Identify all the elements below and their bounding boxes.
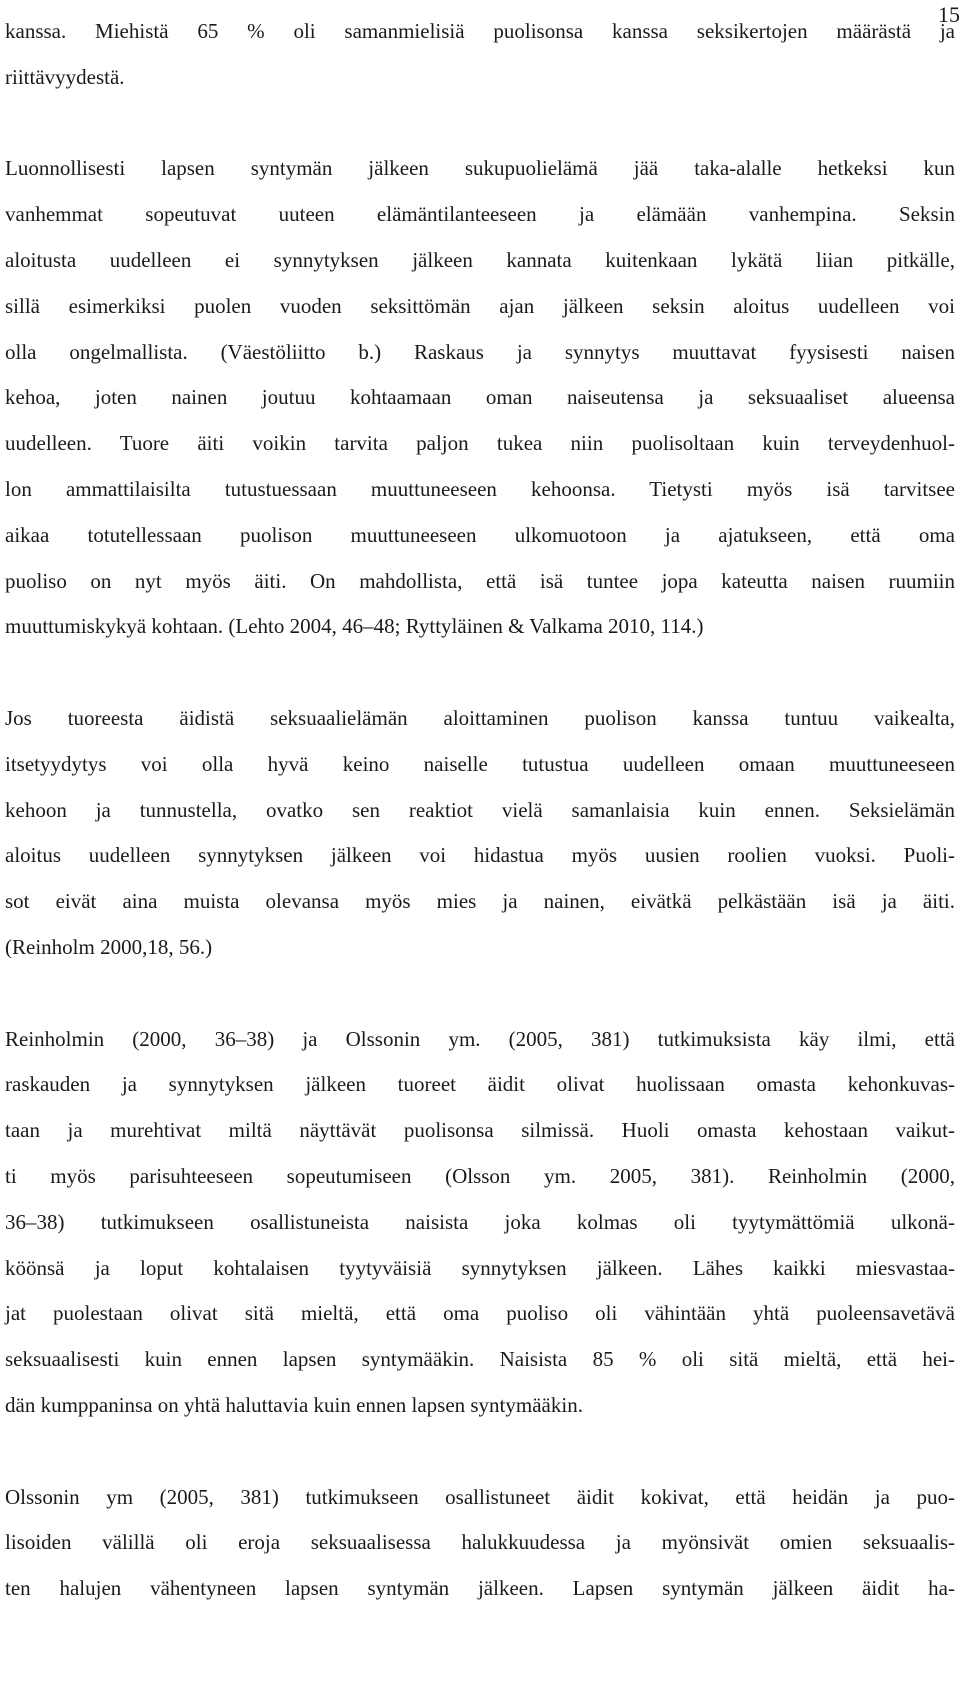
text-line: kehoa, joten nainen joutuu kohtaamaan oman naiseutensa ja seksuaaliset alueensa: [5, 385, 955, 410]
text-line: Reinholmin (2000, 36–38) ja Olssonin ym. (2005, 381) tutkimuksista käy ilmi, että: [5, 1026, 955, 1051]
paragraph-spacer: [5, 971, 955, 1017]
text-line: seksuaalisesti kuin ennen lapsen syntymääkin. Naisista 85 % oli sitä mieltä, että hei-: [5, 1347, 955, 1372]
text-line: raskauden ja synnytyksen jälkeen tuoreet äidit olivat huolissaan omasta kehonkuvas-: [5, 1072, 955, 1097]
document-body: [5, 9, 955, 1612]
text-line: ten halujen vähentyneen lapsen syntymän jälkeen. Lapsen syntymän jälkeen äidit ha-: [5, 1576, 955, 1601]
text-line: 36–38) tutkimukseen osallistuneista naisista joka kolmas oli tyytymättömiä ulkonä-: [5, 1209, 955, 1234]
text-line: aloitus uudelleen synnytyksen jälkeen voi hidastua myös uusien roolien vuoksi. Puoli-: [5, 843, 955, 868]
paragraph: [5, 9, 955, 101]
text-line: muuttumiskykyä kohtaan. (Lehto 2004, 46–48; Ryttyläinen & Valkama 2010, 114.): [5, 614, 704, 639]
text-line: vanhemmat sopeutuvat uuteen elämäntilanteeseen ja elämään vanhempina. Seksin: [5, 202, 955, 227]
text-line: Olssonin ym (2005, 381) tutkimukseen osallistuneet äidit kokivat, että heidän ja puo-: [5, 1484, 955, 1509]
text-line: aloitusta uudelleen ei synnytyksen jälkeen kannata kuitenkaan lykätä liian pitkälle,: [5, 247, 955, 272]
page-number: 15: [938, 2, 960, 27]
text-line: sillä esimerkiksi puolen vuoden seksittömän ajan jälkeen seksin aloitus uudelleen voi: [5, 293, 955, 318]
text-line: uudelleen. Tuore äiti voikin tarvita paljon tukea niin puolisoltaan kuin terveydenhuol-: [5, 431, 955, 456]
text-line: sot eivät aina muista olevansa myös mies ja nainen, eivätkä pelkästään isä ja äiti.: [5, 889, 955, 914]
paragraph: [5, 696, 955, 971]
text-line: Jos tuoreesta äidistä seksuaalielämän aloittaminen puolison kanssa tuntuu vaikealta,: [5, 705, 955, 730]
text-line: taan ja murehtivat miltä näyttävät puolisonsa silmissä. Huoli omasta kehostaan vaikut-: [5, 1118, 955, 1143]
paragraph: [5, 1017, 955, 1429]
paragraph-spacer: [5, 101, 955, 147]
text-line: aikaa totutellessaan puolison muuttuneeseen ulkomuotoon ja ajatukseen, että oma: [5, 522, 955, 547]
paragraph-spacer: [5, 650, 955, 696]
text-line: lon ammattilaisilta tutustuessaan muuttuneeseen kehoonsa. Tietysti myös isä tarvitsee: [5, 476, 955, 501]
text-line: köönsä ja loput kohtalaisen tyytyväisiä synnytyksen jälkeen. Lähes kaikki miesvastaa-: [5, 1255, 955, 1280]
text-line: kehoon ja tunnustella, ovatko sen reaktiot vielä samanlaisia kuin ennen. Seksielämän: [5, 797, 955, 822]
paragraph: [5, 146, 955, 650]
text-line: ti myös parisuhteeseen sopeutumiseen (Olsson ym. 2005, 381). Reinholmin (2000,: [5, 1163, 955, 1188]
text-line: lisoiden välillä oli eroja seksuaalisessa halukkuudessa ja myönsivät omien seksuaalis-: [5, 1530, 955, 1555]
text-line: riittävyydestä.: [5, 64, 125, 89]
text-line: dän kumppaninsa on yhtä haluttavia kuin ennen lapsen syntymääkin.: [5, 1392, 583, 1417]
text-line: puoliso on nyt myös äiti. On mahdollista, että isä tuntee jopa kateutta naisen ruumiin: [5, 568, 955, 593]
text-line: (Reinholm 2000,18, 56.): [5, 934, 213, 959]
text-line: itsetyydytys voi olla hyvä keino naiselle tutustua uudelleen omaan muuttuneeseen: [5, 751, 955, 776]
text-line: kanssa. Miehistä 65 % oli samanmielisiä puolisonsa kanssa seksikertojen määrästä ja: [5, 19, 955, 43]
text-line: jat puolestaan olivat sitä mieltä, että oma puoliso oli vähintään yhtä puoleensavetävä: [5, 1301, 955, 1326]
text-line: olla ongelmallista. (Väestöliitto b.) Raskaus ja synnytys muuttavat fyysisesti naisen: [5, 339, 955, 364]
paragraph-spacer: [5, 1429, 955, 1475]
text-line: Luonnollisesti lapsen syntymän jälkeen sukupuolielämä jää taka-alalle hetkeksi kun: [5, 156, 955, 181]
paragraph: [5, 1475, 955, 1612]
